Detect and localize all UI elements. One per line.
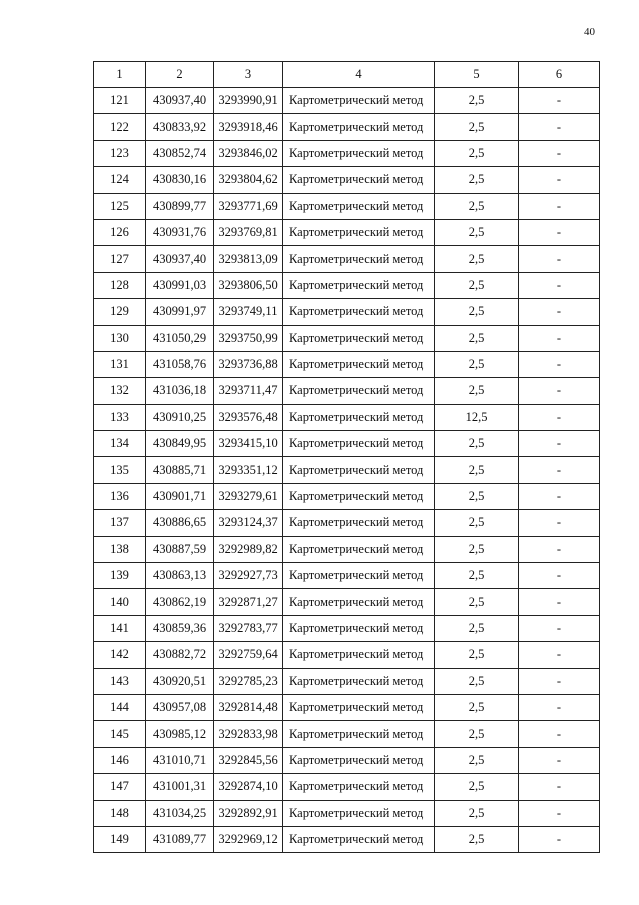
x-coordinate-cell: 431050,29	[146, 325, 214, 351]
column-header: 6	[519, 62, 600, 88]
y-coordinate-cell: 3293804,62	[214, 167, 283, 193]
accuracy-cell: 2,5	[435, 774, 519, 800]
table-row	[94, 299, 600, 325]
method-cell: Картометрический метод	[283, 404, 435, 430]
method-cell: Картометрический метод	[283, 563, 435, 589]
y-coordinate-cell: 3292892,91	[214, 800, 283, 826]
note-cell: -	[519, 299, 600, 325]
table-row	[94, 325, 600, 351]
table-row	[94, 140, 600, 166]
y-coordinate-cell: 3292874,10	[214, 774, 283, 800]
point-number-cell: 148	[94, 800, 146, 826]
table-row	[94, 404, 600, 430]
method-cell: Картометрический метод	[283, 193, 435, 219]
x-coordinate-cell: 430833,92	[146, 114, 214, 140]
note-cell: -	[519, 114, 600, 140]
accuracy-cell: 2,5	[435, 88, 519, 114]
table-row	[94, 668, 600, 694]
accuracy-cell: 2,5	[435, 589, 519, 615]
point-number-cell: 122	[94, 114, 146, 140]
table-row	[94, 378, 600, 404]
method-cell: Картометрический метод	[283, 140, 435, 166]
method-cell: Картометрический метод	[283, 246, 435, 272]
table-body	[94, 88, 600, 853]
y-coordinate-cell: 3293124,37	[214, 510, 283, 536]
y-coordinate-cell: 3292871,27	[214, 589, 283, 615]
note-cell: -	[519, 615, 600, 641]
table-row	[94, 800, 600, 826]
table-row	[94, 536, 600, 562]
y-coordinate-cell: 3293711,47	[214, 378, 283, 404]
x-coordinate-cell: 430886,65	[146, 510, 214, 536]
point-number-cell: 121	[94, 88, 146, 114]
method-cell: Картометрический метод	[283, 167, 435, 193]
method-cell: Картометрический метод	[283, 299, 435, 325]
note-cell: -	[519, 694, 600, 720]
table-row	[94, 747, 600, 773]
note-cell: -	[519, 668, 600, 694]
point-number-cell: 134	[94, 431, 146, 457]
method-cell: Картометрический метод	[283, 747, 435, 773]
note-cell: -	[519, 325, 600, 351]
x-coordinate-cell: 430991,03	[146, 272, 214, 298]
accuracy-cell: 2,5	[435, 193, 519, 219]
method-cell: Картометрический метод	[283, 721, 435, 747]
method-cell: Картометрический метод	[283, 826, 435, 852]
point-number-cell: 129	[94, 299, 146, 325]
x-coordinate-cell: 430849,95	[146, 431, 214, 457]
y-coordinate-cell: 3293990,91	[214, 88, 283, 114]
accuracy-cell: 2,5	[435, 510, 519, 536]
note-cell: -	[519, 563, 600, 589]
point-number-cell: 127	[94, 246, 146, 272]
x-coordinate-cell: 430899,77	[146, 193, 214, 219]
accuracy-cell: 2,5	[435, 826, 519, 852]
y-coordinate-cell: 3293846,02	[214, 140, 283, 166]
method-cell: Картометрический метод	[283, 694, 435, 720]
table-row	[94, 826, 600, 852]
note-cell: -	[519, 246, 600, 272]
y-coordinate-cell: 3293351,12	[214, 457, 283, 483]
method-cell: Картометрический метод	[283, 378, 435, 404]
accuracy-cell: 2,5	[435, 351, 519, 377]
method-cell: Картометрический метод	[283, 457, 435, 483]
method-cell: Картометрический метод	[283, 510, 435, 536]
note-cell: -	[519, 193, 600, 219]
x-coordinate-cell: 430885,71	[146, 457, 214, 483]
note-cell: -	[519, 167, 600, 193]
accuracy-cell: 2,5	[435, 219, 519, 245]
accuracy-cell: 2,5	[435, 167, 519, 193]
point-number-cell: 124	[94, 167, 146, 193]
method-cell: Картометрический метод	[283, 219, 435, 245]
x-coordinate-cell: 430957,08	[146, 694, 214, 720]
point-number-cell: 149	[94, 826, 146, 852]
note-cell: -	[519, 457, 600, 483]
accuracy-cell: 2,5	[435, 536, 519, 562]
accuracy-cell: 2,5	[435, 668, 519, 694]
table-row	[94, 219, 600, 245]
point-number-cell: 126	[94, 219, 146, 245]
x-coordinate-cell: 430985,12	[146, 721, 214, 747]
table-row	[94, 774, 600, 800]
note-cell: -	[519, 272, 600, 298]
accuracy-cell: 2,5	[435, 272, 519, 298]
y-coordinate-cell: 3292785,23	[214, 668, 283, 694]
table-row	[94, 615, 600, 641]
y-coordinate-cell: 3293279,61	[214, 483, 283, 509]
table-row	[94, 167, 600, 193]
y-coordinate-cell: 3293749,11	[214, 299, 283, 325]
point-number-cell: 139	[94, 563, 146, 589]
column-header: 2	[146, 62, 214, 88]
point-number-cell: 131	[94, 351, 146, 377]
y-coordinate-cell: 3292759,64	[214, 642, 283, 668]
table-row	[94, 431, 600, 457]
x-coordinate-cell: 430887,59	[146, 536, 214, 562]
table-row	[94, 351, 600, 377]
point-number-cell: 137	[94, 510, 146, 536]
x-coordinate-cell: 430852,74	[146, 140, 214, 166]
table-header-row	[94, 62, 600, 88]
y-coordinate-cell: 3292833,98	[214, 721, 283, 747]
method-cell: Картометрический метод	[283, 615, 435, 641]
point-number-cell: 147	[94, 774, 146, 800]
note-cell: -	[519, 536, 600, 562]
table-row	[94, 457, 600, 483]
y-coordinate-cell: 3292845,56	[214, 747, 283, 773]
method-cell: Картометрический метод	[283, 431, 435, 457]
accuracy-cell: 2,5	[435, 747, 519, 773]
table-row	[94, 193, 600, 219]
x-coordinate-cell: 431034,25	[146, 800, 214, 826]
table-row	[94, 246, 600, 272]
y-coordinate-cell: 3292927,73	[214, 563, 283, 589]
accuracy-cell: 2,5	[435, 694, 519, 720]
x-coordinate-cell: 430862,19	[146, 589, 214, 615]
method-cell: Картометрический метод	[283, 88, 435, 114]
method-cell: Картометрический метод	[283, 774, 435, 800]
x-coordinate-cell: 431010,71	[146, 747, 214, 773]
point-number-cell: 125	[94, 193, 146, 219]
point-number-cell: 133	[94, 404, 146, 430]
y-coordinate-cell: 3293736,88	[214, 351, 283, 377]
method-cell: Картометрический метод	[283, 114, 435, 140]
y-coordinate-cell: 3292814,48	[214, 694, 283, 720]
point-number-cell: 143	[94, 668, 146, 694]
note-cell: -	[519, 88, 600, 114]
column-header: 3	[214, 62, 283, 88]
accuracy-cell: 2,5	[435, 114, 519, 140]
method-cell: Картометрический метод	[283, 325, 435, 351]
table-row	[94, 589, 600, 615]
x-coordinate-cell: 430882,72	[146, 642, 214, 668]
point-number-cell: 128	[94, 272, 146, 298]
x-coordinate-cell: 430830,16	[146, 167, 214, 193]
note-cell: -	[519, 431, 600, 457]
method-cell: Картометрический метод	[283, 800, 435, 826]
note-cell: -	[519, 589, 600, 615]
table-row	[94, 272, 600, 298]
note-cell: -	[519, 747, 600, 773]
accuracy-cell: 2,5	[435, 140, 519, 166]
note-cell: -	[519, 483, 600, 509]
method-cell: Картометрический метод	[283, 351, 435, 377]
table-row	[94, 510, 600, 536]
point-number-cell: 130	[94, 325, 146, 351]
note-cell: -	[519, 826, 600, 852]
y-coordinate-cell: 3293750,99	[214, 325, 283, 351]
column-header: 5	[435, 62, 519, 88]
note-cell: -	[519, 721, 600, 747]
note-cell: -	[519, 800, 600, 826]
accuracy-cell: 2,5	[435, 299, 519, 325]
accuracy-cell: 2,5	[435, 246, 519, 272]
point-number-cell: 144	[94, 694, 146, 720]
accuracy-cell: 2,5	[435, 483, 519, 509]
point-number-cell: 141	[94, 615, 146, 641]
point-number-cell: 135	[94, 457, 146, 483]
x-coordinate-cell: 430901,71	[146, 483, 214, 509]
accuracy-cell: 2,5	[435, 642, 519, 668]
page-number: 40	[584, 26, 595, 38]
table-row	[94, 88, 600, 114]
y-coordinate-cell: 3293918,46	[214, 114, 283, 140]
method-cell: Картометрический метод	[283, 536, 435, 562]
table-row	[94, 563, 600, 589]
note-cell: -	[519, 510, 600, 536]
note-cell: -	[519, 351, 600, 377]
y-coordinate-cell: 3293576,48	[214, 404, 283, 430]
table-row	[94, 483, 600, 509]
accuracy-cell: 2,5	[435, 721, 519, 747]
y-coordinate-cell: 3293769,81	[214, 219, 283, 245]
x-coordinate-cell: 430937,40	[146, 246, 214, 272]
accuracy-cell: 2,5	[435, 563, 519, 589]
x-coordinate-cell: 431058,76	[146, 351, 214, 377]
table-row	[94, 114, 600, 140]
y-coordinate-cell: 3292969,12	[214, 826, 283, 852]
method-cell: Картометрический метод	[283, 642, 435, 668]
column-header: 1	[94, 62, 146, 88]
method-cell: Картометрический метод	[283, 589, 435, 615]
y-coordinate-cell: 3293415,10	[214, 431, 283, 457]
y-coordinate-cell: 3293771,69	[214, 193, 283, 219]
y-coordinate-cell: 3293806,50	[214, 272, 283, 298]
point-number-cell: 123	[94, 140, 146, 166]
point-number-cell: 140	[94, 589, 146, 615]
point-number-cell: 136	[94, 483, 146, 509]
x-coordinate-cell: 430931,76	[146, 219, 214, 245]
accuracy-cell: 2,5	[435, 431, 519, 457]
point-number-cell: 138	[94, 536, 146, 562]
accuracy-cell: 2,5	[435, 800, 519, 826]
coordinates-table	[93, 61, 600, 853]
x-coordinate-cell: 431089,77	[146, 826, 214, 852]
x-coordinate-cell: 430859,36	[146, 615, 214, 641]
y-coordinate-cell: 3292783,77	[214, 615, 283, 641]
column-header: 4	[283, 62, 435, 88]
x-coordinate-cell: 430920,51	[146, 668, 214, 694]
x-coordinate-cell: 430863,13	[146, 563, 214, 589]
y-coordinate-cell: 3292989,82	[214, 536, 283, 562]
x-coordinate-cell: 430910,25	[146, 404, 214, 430]
note-cell: -	[519, 219, 600, 245]
accuracy-cell: 12,5	[435, 404, 519, 430]
point-number-cell: 142	[94, 642, 146, 668]
x-coordinate-cell: 431001,31	[146, 774, 214, 800]
point-number-cell: 145	[94, 721, 146, 747]
x-coordinate-cell: 430991,97	[146, 299, 214, 325]
accuracy-cell: 2,5	[435, 615, 519, 641]
note-cell: -	[519, 378, 600, 404]
method-cell: Картометрический метод	[283, 272, 435, 298]
accuracy-cell: 2,5	[435, 378, 519, 404]
method-cell: Картометрический метод	[283, 668, 435, 694]
table-row	[94, 694, 600, 720]
point-number-cell: 146	[94, 747, 146, 773]
note-cell: -	[519, 642, 600, 668]
accuracy-cell: 2,5	[435, 325, 519, 351]
x-coordinate-cell: 431036,18	[146, 378, 214, 404]
note-cell: -	[519, 140, 600, 166]
accuracy-cell: 2,5	[435, 457, 519, 483]
point-number-cell: 132	[94, 378, 146, 404]
x-coordinate-cell: 430937,40	[146, 88, 214, 114]
table-row	[94, 642, 600, 668]
note-cell: -	[519, 404, 600, 430]
y-coordinate-cell: 3293813,09	[214, 246, 283, 272]
note-cell: -	[519, 774, 600, 800]
method-cell: Картометрический метод	[283, 483, 435, 509]
table-row	[94, 721, 600, 747]
